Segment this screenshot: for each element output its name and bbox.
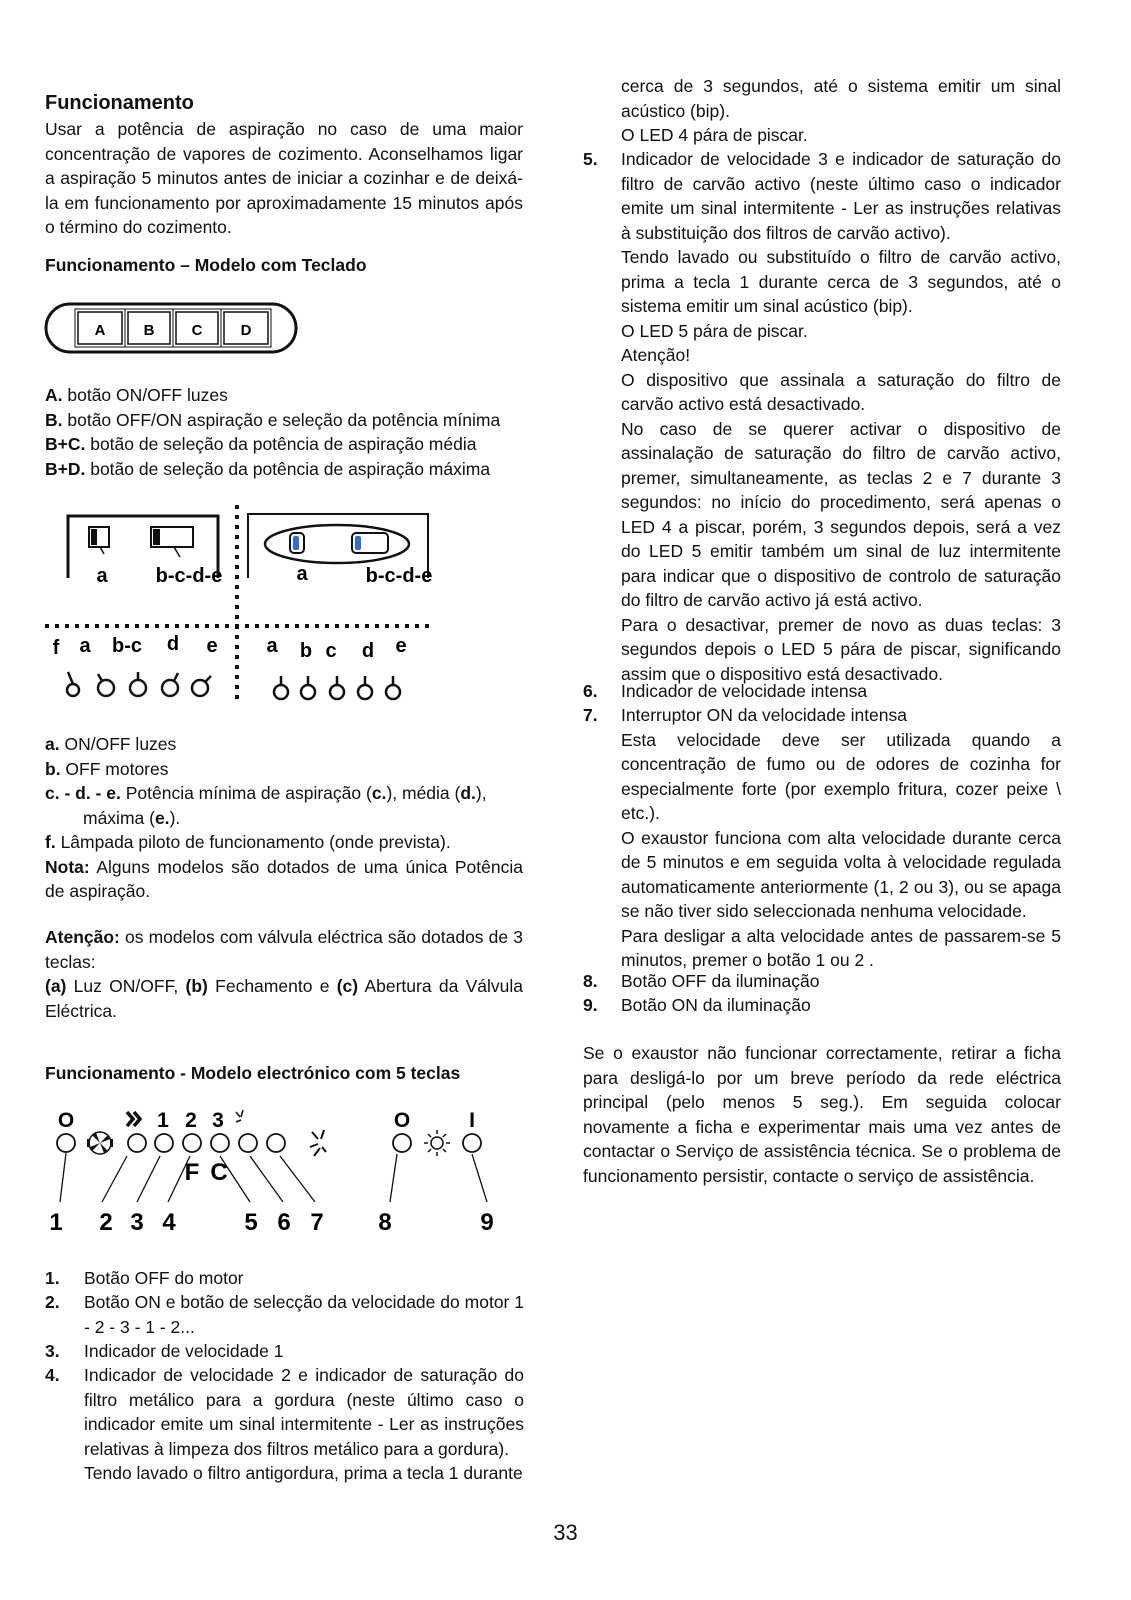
light-icon [424,1130,450,1156]
label-d-bottom-right: d [361,640,375,662]
rocker-switch-bcde-icon [151,527,193,557]
label-a-top-left: a [96,565,108,587]
knobs-left-icon [67,672,211,696]
key-a [75,309,125,347]
label-b-bottom-right: b [299,640,313,662]
label-bcde-top-right: b-c-d-e [365,565,433,587]
led-6 [239,1134,257,1152]
keypad-legend [45,383,525,481]
switch-panel-diagram [40,500,450,710]
letter-item-f: f. Lâmpada piloto de funcionamento (onde prevista). [45,832,451,852]
intensive-fan-icon [310,1130,326,1156]
chevrons-icon [127,1112,140,1126]
label-d-bottom-left: d [166,633,180,655]
section-title: Funcionamento [45,92,194,114]
label-f: f [52,637,60,659]
label-a-bottom-right: a [266,635,278,657]
letter-item-cde: c. - d. - e. Potência mínima de aspiração (c.), média (d.), [45,783,487,803]
num-4: 4 [162,1209,176,1236]
letter-item-cde-cont: máxima (e.). [83,807,181,828]
valve-paragraph: (a) Luz ON/OFF, (b) Fechamento e (c) Abertura da Válvula Eléctrica. [45,976,523,1021]
num-3: 3 [130,1209,144,1236]
keypad-item-bd: B+D. botão de seleção da potência de aspiração máxima [45,458,491,479]
num-2: 2 [99,1209,113,1236]
letter-item-b: b. OFF motores [45,758,169,779]
led-7 [267,1134,285,1152]
page-number: 33 [553,1520,578,1545]
keypad-item-b: B. botão OFF/ON aspiração e seleção da potência mínima [45,409,501,430]
label-c-filter: C [210,1159,228,1186]
num-1: 1 [49,1209,63,1236]
num-9: 9 [480,1209,494,1236]
key-d [221,309,271,347]
label-e-bottom-right: e [395,635,407,657]
key-c-label: C [191,322,203,339]
electronic-heading: Funcionamento - Modelo electrónico com 5 teclas [45,1063,461,1083]
knobs-right-icon [274,676,400,699]
fan-icon [87,1132,113,1154]
label-a-top-right: a [296,563,308,585]
rocker-switch-a-icon [89,527,109,554]
led-5b [211,1134,229,1152]
label-o-motor: O [57,1109,75,1132]
label-f-filter: F [184,1159,200,1186]
switch-legend [45,732,523,904]
atencao-paragraph: Atenção: os modelos com válvula eléctrica são dotados de 3 teclas: [45,927,523,972]
keypad-item-a: A. botão ON/OFF luzes [45,385,228,405]
label-bc: b-c [112,635,142,657]
led-3 [128,1134,146,1152]
label-a-bottom-left: a [79,635,91,657]
led-8 [393,1134,411,1152]
label-c-bottom-right: c [325,640,337,662]
led-1 [57,1134,75,1152]
num-5: 5 [244,1209,258,1236]
label-bcde-top-left: b-c-d-e [155,565,223,587]
key-d-label: D [240,322,252,339]
key-a-label: A [94,322,106,339]
label-3: 3 [212,1109,224,1132]
key-b [125,309,173,347]
letter-item-a: a. ON/OFF luzes [45,734,177,754]
keypad-heading: Funcionamento – Modelo com Teclado [45,255,367,275]
item4-continuation: cerca de 3 segundos, até o sistema emitir um sinal acústico (bip). O LED 4 pára de piscar. [621,76,1061,145]
label-2: 2 [185,1109,197,1132]
troubleshooting-paragraph: Se o exaustor não funcionar correctamente, retirar a ficha para desligá-lo por um breve período da rede eléctrica principal (pelo menos 5 seg.). Em seguida colocar novamente a ficha e experimentar mais uma vez antes de contactar o Serviço de assistência técnica. Se o problema de funcionamento persistir, contacte o serviço de assistência. [583,1043,1061,1186]
keypad-item-bc: B+C. botão de seleção da potência de aspiração média [45,434,477,454]
led-9 [463,1134,481,1152]
num-8: 8 [378,1209,392,1236]
led-4 [155,1134,173,1152]
electronic-panel-diagram [40,1100,510,1240]
key-c [173,309,221,347]
num-6: 6 [277,1209,291,1236]
led-5a [183,1134,201,1152]
keypad-diagram [44,300,300,358]
nota-paragraph: Nota: Alguns modelos são dotados de uma única Potência de aspiração. [45,856,523,901]
label-1: 1 [157,1109,169,1132]
intro-paragraph: Usar a potência de aspiração no caso de uma maior concentração de vapores de cozimento. Aconselhamos ligar a aspiração 5 minutos antes de iniciar a cozinhar e de deixá-la em funcionamento por aproximadamente 15 minutos após o término do cozimento. [45,119,523,237]
fan-small-icon [236,1110,243,1122]
key-b-label: B [143,322,155,339]
label-e-bottom-left: e [206,635,218,657]
num-7: 7 [310,1209,324,1236]
label-o-light: O [393,1109,411,1132]
rocker-switch-a-blue-icon [290,533,304,553]
label-i-light: I [469,1109,475,1132]
rocker-switch-bcde-blue-icon [352,533,388,553]
